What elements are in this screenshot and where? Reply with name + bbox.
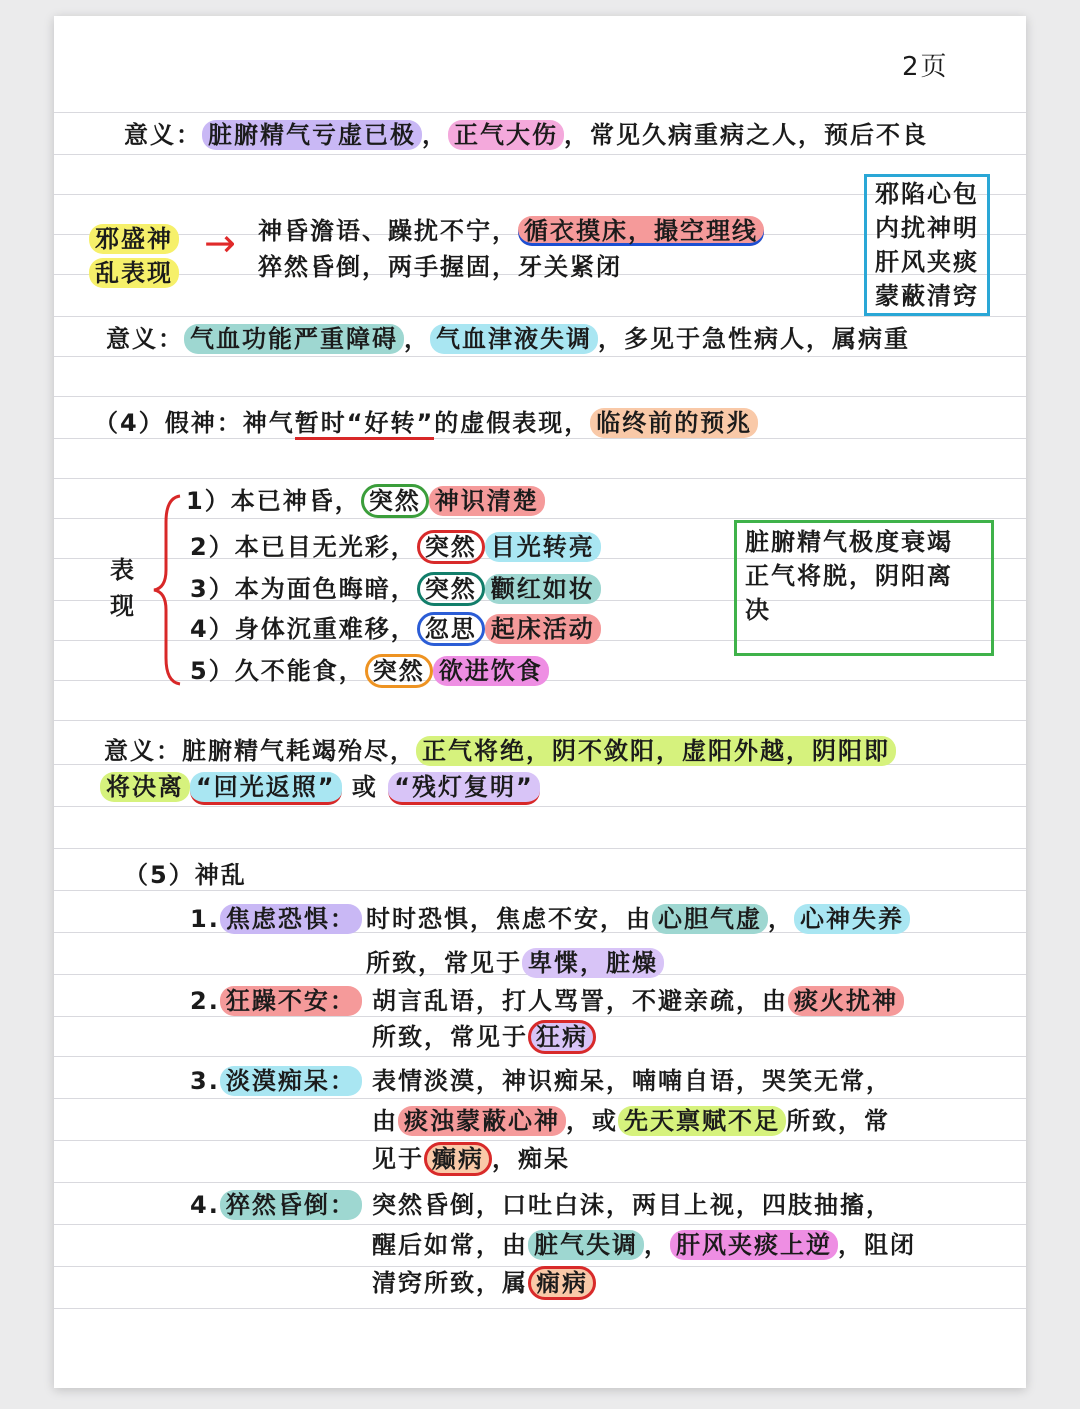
body-text: ，常见久病重病之人，预后不良 [564,121,928,149]
highlight-text: 脏气失调 [528,1230,644,1260]
fainting-line-1: 突然昏倒，口吐白沫，两目上视，四肢抽搐， [372,1191,892,1219]
fainting-line-2 [372,1230,916,1260]
section-heading: （5）神乱 [124,861,247,889]
tag-line: 乱表现 [89,258,179,288]
item-heading: 焦虑恐惧： [220,904,362,934]
sign-item-5 [190,656,549,686]
circled-text: 突然 [365,654,433,688]
meaning-line-3 [104,736,896,766]
body-text: ，痴呆 [492,1145,570,1173]
body-text: 或 [351,773,378,801]
box-line: 内扰神明 [875,214,979,242]
page-number: 2页 [902,52,949,82]
body-text: （4）假神：神气 [94,409,295,437]
side-label: 表现 [110,556,136,620]
ruled-line [54,154,1026,155]
arrow-right-icon: → [204,221,238,265]
highlight-text: 正气将绝，阴不敛阳，虚阳外越，阴阳即 [416,736,896,766]
circled-text: 狂病 [528,1020,596,1054]
sign-item-3 [190,574,601,604]
ruled-line [54,1056,1026,1057]
highlight-text: 起床活动 [485,614,601,644]
meaning-line-2 [106,324,910,354]
ruled-line [54,478,1026,479]
body-text: 时时恐惧，焦虑不安，由 [366,905,652,933]
highlight-text: 神识清楚 [429,486,545,516]
separator: ， [768,905,794,933]
meaning-line-1 [124,120,928,150]
separator: ， [422,121,448,149]
body-text: 所致，常 [786,1107,890,1135]
highlight-text: 痰火扰神 [788,986,904,1016]
note-box-green [734,520,994,656]
body-text: 的虚假表现， [434,409,591,437]
apathy-item [190,1066,362,1096]
ruled-line [54,518,1026,519]
body-text: 脏腑精气耗竭殆尽， [182,737,416,765]
ruled-line [54,356,1026,357]
mania-line-1 [372,986,904,1016]
item-number: 2. [190,987,220,1015]
sign-item-1 [186,486,545,516]
box-line: 蒙蔽清窍 [875,282,979,310]
anxiety-item [190,904,362,934]
mania-item [190,986,362,1016]
ruled-line [54,316,1026,317]
anxiety-line-1 [366,904,910,934]
ruled-line [54,1224,1026,1225]
ruled-line [54,438,1026,439]
body-text: 由 [372,1107,398,1135]
item-heading: 狂躁不安： [220,986,362,1016]
quoted-text: “残灯复明” [388,772,540,805]
item-number: 1. [190,905,220,933]
separator: ， [644,1231,670,1259]
body-text: 所致，常见于 [372,1023,528,1051]
underlined-text: 暂时“好转” [295,409,435,440]
meaning-label: 意义： [124,121,202,149]
apathy-line-1: 表情淡漠，神识痴呆，喃喃自语，哭笑无常， [372,1067,892,1095]
highlight-text: 欲进饮食 [433,656,549,686]
false-spirit-heading [94,408,758,438]
separator: ， [404,325,430,353]
fainting-item [190,1190,362,1220]
highlight-text: 气血津液失调 [430,324,598,354]
anxiety-line-2 [366,948,664,978]
ruled-line [54,1182,1026,1183]
body-text: 神昏澹语、躁扰不宁， [258,217,518,245]
highlight-text: 心神失养 [794,904,910,934]
body-text: 3）本为面色晦暗， [190,575,417,603]
highlight-text: 痰浊蒙蔽心神 [398,1106,566,1136]
circled-text: 忽思 [417,612,485,646]
circled-text: 癫病 [424,1142,492,1176]
box-line: 决 [745,596,771,624]
body-text: ，阻闭 [838,1231,916,1259]
body-text: 醒后如常，由 [372,1231,528,1259]
symptom-line-1 [258,216,764,246]
ruled-line [54,1098,1026,1099]
tag-evil-spirit [72,222,196,290]
circled-text: 突然 [361,484,429,518]
ruled-line [54,720,1026,721]
item-number: 4. [190,1191,220,1219]
body-text: 4）身体沉重难移， [190,615,417,643]
ruled-line [54,1140,1026,1141]
ruled-line [54,112,1026,113]
meaning-label: 意义： [104,737,182,765]
body-text: 清窍所致，属 [372,1269,528,1297]
circled-text: 突然 [417,572,485,606]
ruled-line [54,396,1026,397]
highlight-text: 脏腑精气亏虚已极 [202,120,422,150]
highlight-text: 肝风夹痰上逆 [670,1230,838,1260]
body-text: 所致，常见于 [366,949,522,977]
meaning-label: 意义： [106,325,184,353]
apathy-line-3 [372,1144,570,1174]
box-line: 脏腑精气极度衰竭 [745,528,953,556]
highlight-text: 气血功能严重障碍 [184,324,404,354]
highlight-text: 循衣摸床，撮空理线 [518,216,764,246]
circled-text: 突然 [417,530,485,564]
symptom-line-2: 猝然昏倒，两手握固，牙关紧闭 [258,253,622,281]
highlight-text: 卑惵，脏燥 [522,948,664,978]
highlight-text: 心胆气虚 [652,904,768,934]
item-heading: 淡漠痴呆： [220,1066,362,1096]
note-box-blue [864,174,990,316]
body-text: 胡言乱语，打人骂詈，不避亲疏，由 [372,987,788,1015]
box-line: 正气将脱，阴阳离 [745,562,953,590]
box-line: 肝风夹痰 [875,248,979,276]
ruled-line [54,1308,1026,1309]
body-text: 5）久不能食， [190,657,365,685]
brace-icon [150,492,186,688]
body-text: ，多见于急性病人，属病重 [598,325,910,353]
body-text: 1）本已神昏， [186,487,361,515]
tag-line: 邪盛神 [89,224,179,254]
highlight-text: 目光转亮 [485,532,601,562]
highlight-text: 将决离 [100,772,190,802]
quoted-text: “回光返照” [190,772,342,805]
item-heading: 猝然昏倒： [220,1190,362,1220]
ruled-line [54,806,1026,807]
body-text: 2）本已目无光彩， [190,533,417,561]
circled-text: 痫病 [528,1266,596,1300]
meaning-line-3b [100,772,540,802]
box-line: 邪陷心包 [875,180,979,208]
sign-item-4 [190,614,601,644]
body-text: 见于 [372,1145,424,1173]
apathy-line-2 [372,1106,890,1136]
notebook-page [54,16,1026,1388]
fainting-line-3 [372,1268,596,1298]
mania-line-2 [372,1022,596,1052]
body-text: ，或 [566,1107,618,1135]
ruled-line [54,848,1026,849]
sign-item-2 [190,532,601,562]
highlight-text: 正气大伤 [448,120,564,150]
highlight-text: 颧红如妆 [485,574,601,604]
ruled-line [54,1016,1026,1017]
item-number: 3. [190,1067,220,1095]
ruled-line [54,890,1026,891]
highlight-text: 临终前的预兆 [590,408,758,438]
highlight-text: 先天禀赋不足 [618,1106,786,1136]
